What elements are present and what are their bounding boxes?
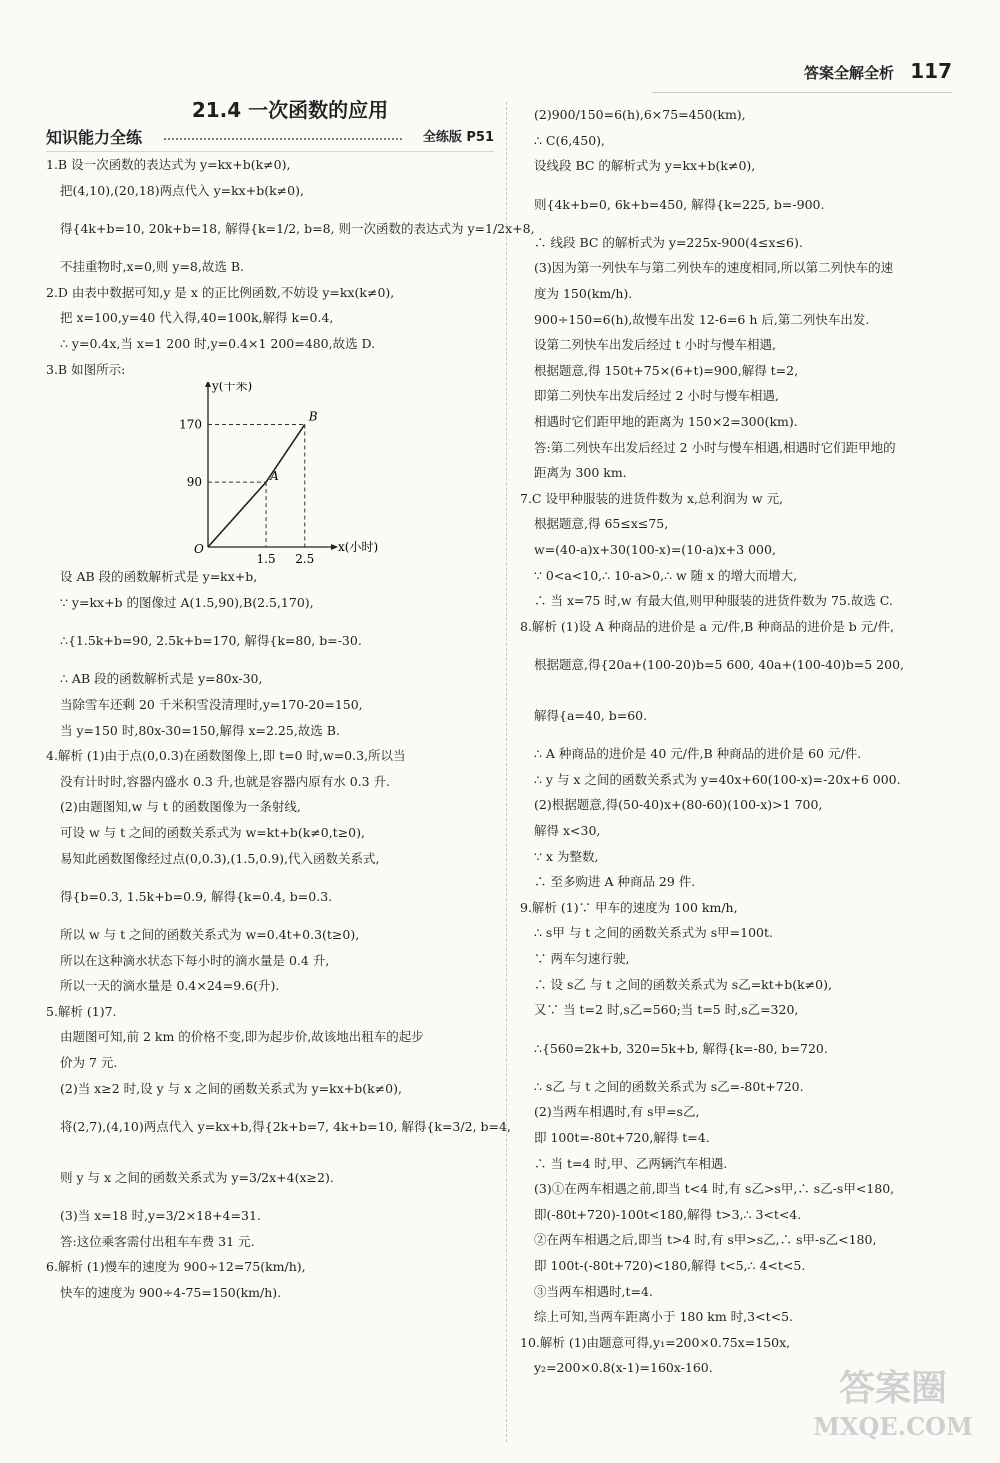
- answer-line: 900÷150=6(h),故慢车出发 12-6=6 h 后,第二列快车出发.: [534, 311, 870, 327]
- origin-label: O: [194, 542, 204, 557]
- answer-line: 根据题意,得{20a+(100-20)b=5 600, 40a+(100-40)b=5 200,: [534, 657, 905, 673]
- point-label-a: A: [270, 469, 279, 484]
- answer-line: 7.C 设甲种服装的进货件数为 x,总利润为 w 元,: [520, 490, 784, 506]
- answer-line: ∴ 当 x=75 时,w 有最大值,则甲种服装的进货件数为 75.故选 C.: [534, 593, 893, 609]
- answer-line: 即 100t-(-80t+720)<180,解得 t<5,∴ 4<t<5.: [534, 1257, 806, 1273]
- answer-line: ∴{1.5k+b=90, 2.5k+b=170, 解得{k=80, b=-30.: [60, 633, 362, 649]
- y-tick-label: 170: [179, 417, 202, 432]
- watermark-text: 答案圈: [838, 1367, 948, 1409]
- answer-line: 当 y=150 时,80x-30=150,解得 x=2.25,故选 B.: [60, 722, 340, 738]
- answer-line: 度为 150(km/h).: [534, 285, 633, 301]
- answer-line: 当除雪车还剩 20 千米积雪没清理时,y=170-20=150,: [60, 696, 363, 712]
- answer-line: (3)①在两车相遇之前,即当 t<4 时,有 s乙>s甲,∴ s乙-s甲<180,: [534, 1181, 895, 1197]
- answer-line: 6.解析 (1)慢车的速度为 900÷12=75(km/h),: [46, 1259, 306, 1275]
- answer-line: (3)当 x=18 时,y=3/2×18+4=31.: [60, 1208, 261, 1224]
- answer-line: 又∵ 当 t=2 时,s乙=560;当 t=5 时,s乙=320,: [534, 1002, 799, 1018]
- answer-line: ∴{560=2k+b, 320=5k+b, 解得{k=-80, b=720.: [534, 1040, 828, 1056]
- answer-line: 根据题意,得 65≤x≤75,: [534, 516, 669, 532]
- answer-line: 9.解析 (1)∵ 甲车的速度为 100 km/h,: [520, 899, 738, 915]
- watermark-svg: [808, 1355, 978, 1445]
- distance-time-graph: [46, 382, 494, 564]
- answer-line: (2)当两车相遇时,有 s甲=s乙,: [534, 1104, 700, 1120]
- answer-line: 可设 w 与 t 之间的函数关系式为 w=kt+b(k≠0,t≥0),: [60, 824, 365, 840]
- answer-line: ∴ 设 s乙 与 t 之间的函数关系式为 s乙=kt+b(k≠0),: [534, 976, 832, 992]
- dot-leader: [164, 138, 402, 140]
- x-tick-label: 2.5: [295, 552, 315, 565]
- header-title: 答案全解全析: [803, 64, 894, 82]
- answer-line: (2)由题图知,w 与 t 的函数图像为一条射线,: [60, 799, 301, 815]
- x-axis-label: x(小时): [338, 540, 379, 555]
- answer-line: 相遇时它们距甲地的距离为 150×2=300(km).: [534, 413, 798, 429]
- answer-line: 不挂重物时,x=0,则 y=8,故选 B.: [60, 259, 244, 275]
- answer-line: 距离为 300 km.: [534, 465, 627, 481]
- answer-line: ∴ C(6,450),: [534, 132, 606, 148]
- answer-line: ②在两车相遇之后,即当 t>4 时,有 s甲>s乙,∴ s甲-s乙<180,: [534, 1232, 877, 1248]
- answer-line: 8.解析 (1)设 A 种商品的进价是 a 元/件,B 种商品的进价是 b 元/件,: [520, 618, 894, 634]
- answer-line: ∴ s甲 与 t 之间的函数关系式为 s甲=100t.: [534, 925, 774, 941]
- answer-line: 则 y 与 x 之间的函数关系式为 y=3/2x+4(x≥2).: [60, 1170, 334, 1186]
- answer-line: 易知此函数图像经过点(0,0.3),(1.5,0.9),代入函数关系式,: [60, 850, 380, 866]
- y-axis-label: y(千米): [212, 382, 253, 394]
- answer-line: 答:这位乘客需付出租车车费 31 元.: [60, 1233, 255, 1249]
- y-axis-arrow: [205, 382, 211, 387]
- right-column: [520, 102, 970, 1381]
- answer-line: 快车的速度为 900÷4-75=150(km/h).: [60, 1285, 282, 1301]
- series-line: [208, 425, 305, 548]
- watermark-url: MXQE.COM: [813, 1412, 973, 1441]
- answer-line: ③当两车相遇时,t=4.: [534, 1283, 653, 1299]
- answer-line: 得{b=0.3, 1.5k+b=0.9, 解得{k=0.4, b=0.3.: [60, 889, 333, 905]
- answer-line: 1.B 设一次函数的表达式为 y=kx+b(k≠0),: [46, 157, 291, 172]
- subsection-header: [46, 125, 494, 152]
- running-header: [652, 59, 952, 93]
- answer-line: 设第二列快车出发后经过 t 小时与慢车相遇,: [534, 337, 776, 353]
- answer-line: 答:第二列快车出发后经过 2 小时与慢车相遇,相遇时它们距甲地的: [534, 439, 896, 455]
- answer-line: (2)当 x≥2 时,设 y 与 x 之间的函数关系式为 y=kx+b(k≠0),: [60, 1080, 402, 1096]
- answer-line: (2)900/150=6(h),6×75=450(km),: [534, 107, 746, 122]
- x-tick-label: 1.5: [256, 552, 276, 565]
- answer-line: 根据题意,得 150t+75×(6+t)=900,解得 t=2,: [534, 362, 799, 378]
- answer-line: 即第二列快车出发后经过 2 小时与慢车相遇,: [534, 388, 779, 404]
- answer-line: ∵ y=kx+b 的图像过 A(1.5,90),B(2.5,170),: [60, 594, 314, 610]
- answer-line: 10.解析 (1)由题意可得,y₁=200×0.75x=150x,: [520, 1334, 791, 1350]
- answer-line: 价为 7 元.: [60, 1055, 118, 1071]
- answer-line: 把 x=100,y=40 代入得,40=100k,解得 k=0.4,: [60, 310, 334, 326]
- answer-line: 2.D 由表中数据可知,y 是 x 的正比例函数,不妨设 y=kx(k≠0),: [46, 284, 395, 300]
- answer-line: ∴ s乙 与 t 之间的函数关系式为 s乙=-80t+720.: [534, 1078, 804, 1094]
- y-tick-label: 90: [186, 475, 202, 490]
- answer-line: ∵ 两车匀速行驶,: [534, 951, 630, 967]
- x-axis-arrow: [331, 544, 338, 550]
- answer-line: 即 100t=-80t+720,解得 t=4.: [534, 1130, 710, 1145]
- point-label-b: B: [308, 409, 318, 424]
- answer-line: 综上可知,当两车距离小于 180 km 时,3<t<5.: [534, 1309, 794, 1325]
- answer-line: 所以 w 与 t 之间的函数关系式为 w=0.4t+0.3(t≥0),: [60, 927, 360, 943]
- answer-line: ∴ 线段 BC 的解析式为 y=225x-900(4≤x≤6).: [534, 234, 803, 250]
- answer-line: ∴ y=0.4x,当 x=1 200 时,y=0.4×1 200=480,故选 D.: [60, 335, 376, 351]
- answer-line: ∵ 0<a<10,∴ 10-a>0,∴ w 随 x 的增大而增大,: [534, 567, 798, 583]
- section-title: 21.4 一次函数的应用: [191, 98, 389, 122]
- answer-line: 4.解析 (1)由于点(0,0.3)在函数图像上,即 t=0 时,w=0.3,所以当: [46, 748, 406, 764]
- answer-line: 所以一天的滴水量是 0.4×24=9.6(升).: [60, 978, 280, 994]
- watermark-logo: [808, 1355, 978, 1445]
- column-divider: [506, 102, 507, 1442]
- answer-line: w=(40-a)x+30(100-x)=(10-a)x+3 000,: [534, 541, 776, 557]
- answer-line: 设线段 BC 的解析式为 y=kx+b(k≠0),: [534, 158, 756, 174]
- answer-line: 没有计时时,容器内盛水 0.3 升,也就是容器内原有水 0.3 升.: [60, 773, 391, 789]
- answer-line: 得{4k+b=10, 20k+b=18, 解得{k=1/2, b=8, 则一次函数的表达式为 y=1/2x+8,: [60, 221, 535, 237]
- page-number: 117: [910, 59, 952, 83]
- answer-line: ∵ x 为整数,: [534, 848, 599, 864]
- answer-line: (3)因为第一列快车与第二列快车的速度相同,所以第二列快车的速: [534, 260, 894, 276]
- answer-line: y₂=200×0.8(x-1)=160x-160.: [534, 1360, 713, 1376]
- graph-svg: [46, 382, 494, 564]
- answer-line: 即(-80t+720)-100t<180,解得 t>3,∴ 3<t<4.: [534, 1206, 802, 1222]
- answer-line: 则{4k+b=0, 6k+b=450, 解得{k=225, b=-900.: [534, 196, 825, 212]
- answer-line: ∴ AB 段的函数解析式是 y=80x-30,: [60, 671, 263, 687]
- answer-line: ∴ A 种商品的进价是 40 元/件,B 种商品的进价是 60 元/件.: [534, 746, 862, 762]
- answer-line: 解得{a=40, b=60.: [534, 708, 648, 724]
- answer-line: ∴ 至多购进 A 种商品 29 件.: [534, 874, 696, 890]
- answer-line: 解得 x<30,: [534, 823, 601, 839]
- answer-line: 3.B 如图所示:: [46, 361, 126, 377]
- answer-line: 所以在这种滴水状态下每小时的滴水量是 0.4 升,: [60, 952, 330, 968]
- subsection-ref: 全练版 P51: [422, 130, 494, 145]
- answer-line: ∴ 当 t=4 时,甲、乙两辆汽车相遇.: [534, 1155, 728, 1171]
- answer-line: 由题图可知,前 2 km 的价格不变,即为起步价,故该地出租车的起步: [60, 1029, 424, 1045]
- answer-line: 将(2,7),(4,10)两点代入 y=kx+b,得{2k+b=7, 4k+b=10, 解得{k=3/2, b=4,: [60, 1119, 511, 1135]
- answer-line: 把(4,10),(20,18)两点代入 y=kx+b(k≠0),: [60, 182, 304, 198]
- left-column: [46, 95, 535, 1306]
- answer-line: 设 AB 段的函数解析式是 y=kx+b,: [60, 569, 258, 585]
- answer-line: 5.解析 (1)7.: [46, 1003, 117, 1019]
- answer-line: ∴ y 与 x 之间的函数关系式为 y=40x+60(100-x)=-20x+6 000.: [534, 771, 901, 787]
- answer-line: (2)根据题意,得(50-40)x+(80-60)(100-x)>1 700,: [534, 797, 823, 813]
- subsection-title: 知识能力全练: [46, 128, 143, 147]
